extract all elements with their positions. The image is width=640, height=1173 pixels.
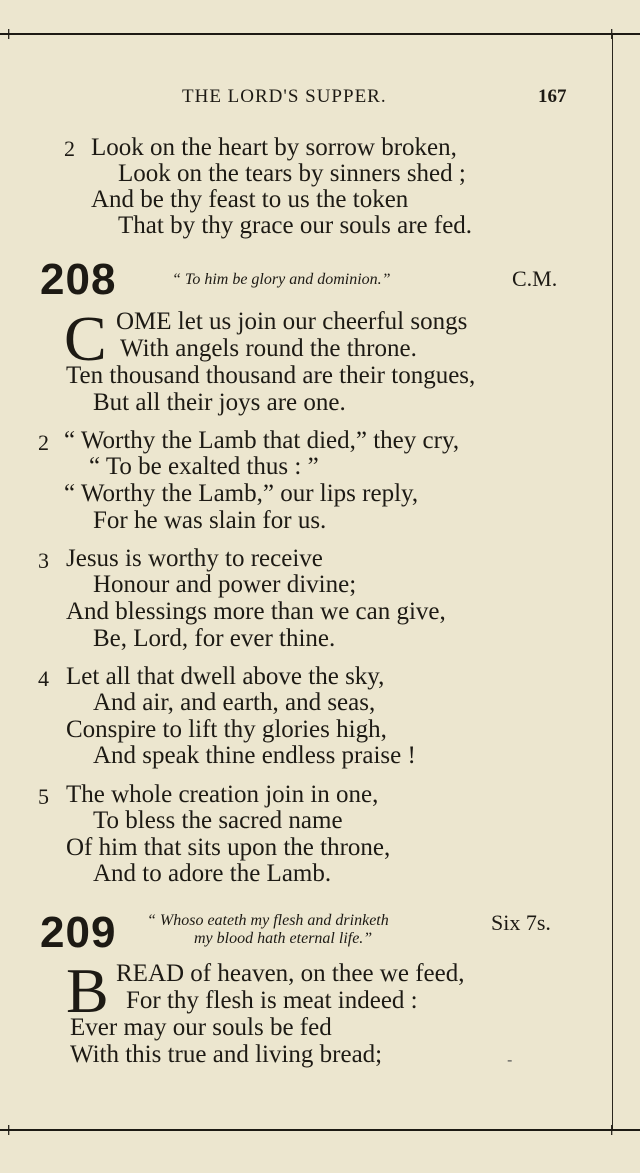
right-margin-rule: [612, 33, 613, 1129]
verse-line: “ Worthy the Lamb that died,” they cry,: [64, 427, 460, 454]
hymn-meter: Six 7s.: [491, 910, 551, 935]
hymn-number: 209: [40, 908, 117, 957]
hymn-number: 208: [40, 255, 117, 304]
verse-line: For he was slain for us.: [93, 507, 327, 534]
verse-line: Conspire to lift thy glories high,: [66, 716, 387, 743]
page-number: 167: [538, 86, 567, 107]
verse-line: And blessings more than we can give,: [66, 598, 446, 625]
hymn-epigraph-line-1: “ Whoso eateth my flesh and drinketh: [147, 912, 389, 929]
stanza-number: 2: [64, 136, 75, 161]
verse-line: Look on the tears by sinners shed ;: [118, 160, 466, 187]
bottom-rule: [0, 1129, 640, 1131]
verse-line: Jesus is worthy to receive: [66, 545, 323, 572]
verse-line: Ever may our souls be fed: [70, 1014, 332, 1041]
hymn-epigraph-line-2: my blood hath eternal life.”: [194, 930, 373, 947]
verse-line: Look on the heart by sorrow broken,: [91, 134, 457, 161]
corner-mark-top-left: +: [2, 24, 16, 43]
dash-mark: -: [507, 1050, 513, 1069]
verse-line: Of him that sits upon the throne,: [66, 834, 391, 861]
stanza-number: 5: [38, 784, 49, 809]
stanza-number: 3: [38, 548, 49, 573]
verse-line: Be, Lord, for ever thine.: [93, 625, 336, 652]
running-title: THE LORD'S SUPPER.: [182, 86, 387, 107]
verse-line: OME let us join our cheerful songs: [116, 308, 468, 335]
verse-line: And speak thine endless praise !: [93, 742, 416, 769]
top-rule: [0, 33, 640, 35]
verse-line: But all their joys are one.: [93, 389, 346, 416]
verse-line: READ of heaven, on thee we feed,: [116, 960, 465, 987]
verse-line: Ten thousand thousand are their tongues,: [66, 362, 476, 389]
verse-line: “ Worthy the Lamb,” our lips reply,: [64, 480, 419, 507]
page-header: [0, 86, 640, 110]
stanza-number: 2: [38, 430, 49, 455]
verse-line: Let all that dwell above the sky,: [66, 663, 385, 690]
verse-line: And be thy feast to us the token: [91, 186, 409, 213]
stanza-number: 4: [38, 666, 49, 691]
verse-line: Honour and power divine;: [93, 571, 357, 598]
verse-line: To bless the sacred name: [93, 807, 343, 834]
verse-line: With angels round the throne.: [120, 335, 417, 362]
verse-line: For thy flesh is meat indeed :: [126, 987, 418, 1014]
verse-line: The whole creation join in one,: [66, 781, 379, 808]
verse-line: “ To be exalted thus : ”: [89, 453, 319, 480]
corner-mark-bottom-right: +: [605, 1120, 619, 1139]
hymn-meter: C.M.: [512, 266, 558, 291]
drop-cap: C: [64, 303, 107, 374]
verse-line: And to adore the Lamb.: [93, 860, 332, 887]
verse-line: With this true and living bread;: [70, 1041, 383, 1068]
hymn-epigraph: “ To him be glory and dominion.”: [172, 271, 391, 288]
corner-mark-bottom-left: +: [2, 1120, 16, 1139]
verse-line: And air, and earth, and seas,: [93, 689, 376, 716]
drop-cap: B: [66, 955, 109, 1026]
corner-mark-top-right: +: [605, 24, 619, 43]
verse-line: That by thy grace our souls are fed.: [118, 212, 473, 239]
